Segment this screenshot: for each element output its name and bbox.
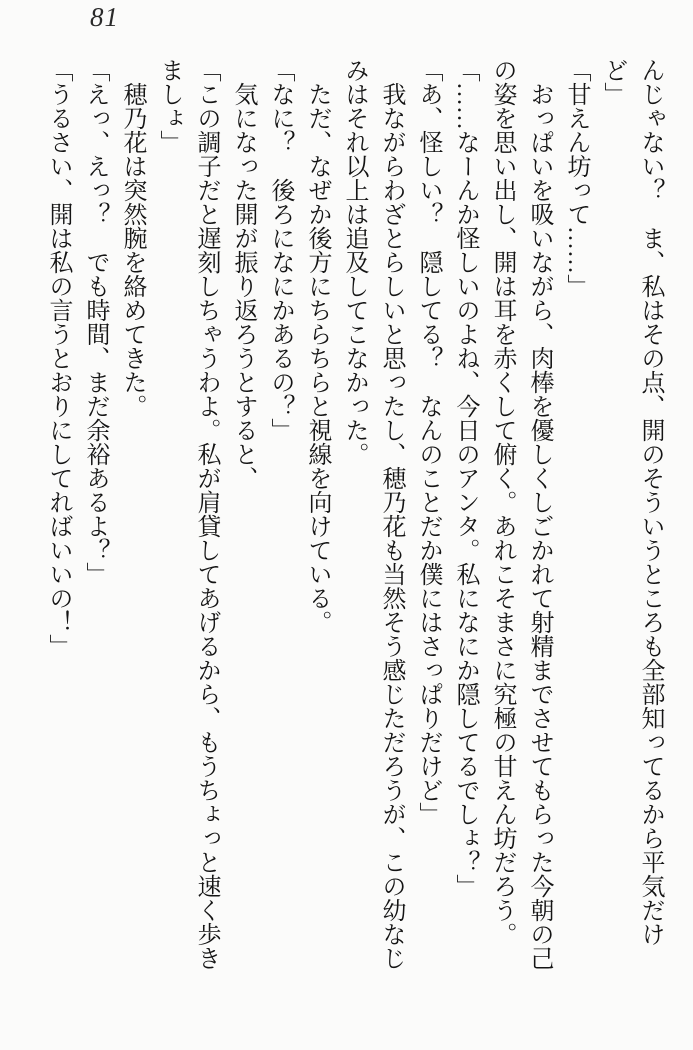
text-line: 「この調子だと遅刻しちゃうわよ。私が肩貸してあげるから、もうちょっと速く歩き (193, 58, 219, 970)
text-line: 気になった開が振り返ろうとすると、 (230, 58, 256, 490)
text-line: 「あ、怪しい？ 隠してる？ なんのことだか僕にはさっぱりだけど」 (415, 58, 441, 826)
text-line: 「……なーんか怪しいのよね、今日のアンタ。私になにか隠してるでしょ？」 (452, 58, 478, 898)
text-line: おっぱいを吸いながら、肉棒を優しくしごかれて射精までさせてもらった今朝の己 (526, 58, 552, 970)
text-area (39, 58, 668, 1008)
text-line: 「甘えん坊って……」 (563, 58, 589, 298)
text-line: 穂乃花は突然腕を絡めてきた。 (119, 58, 145, 418)
text-line: 我ながらわざとらしいと思ったし、穂乃花も当然そう感じただろうが、この幼なじ (378, 58, 404, 970)
text-line: ただ、なぜか後方にちらちらと視線を向けている。 (304, 58, 330, 634)
text-line: ど」 (600, 58, 626, 106)
text-line: 「なに？ 後ろになにかあるの？」 (267, 58, 293, 442)
text-line: みはそれ以上は追及してこなかった。 (341, 58, 367, 466)
text-line: の姿を思い出し、開は耳を赤くして俯く。あれこそまさに究極の甘えん坊だろう。 (489, 58, 515, 946)
text-line: 「えっ、えっ？ でも時間、まだ余裕あるよ？」 (82, 58, 108, 586)
page-number: 81 (90, 2, 119, 32)
text-line: ましょ」 (156, 58, 182, 154)
text-line: 「うるさい、開は私の言うとおりにしてればいいの！」 (45, 58, 71, 658)
text-line: んじゃない？ ま、私はその点、開のそういうところも全部知ってるから平気だけ (637, 58, 663, 946)
